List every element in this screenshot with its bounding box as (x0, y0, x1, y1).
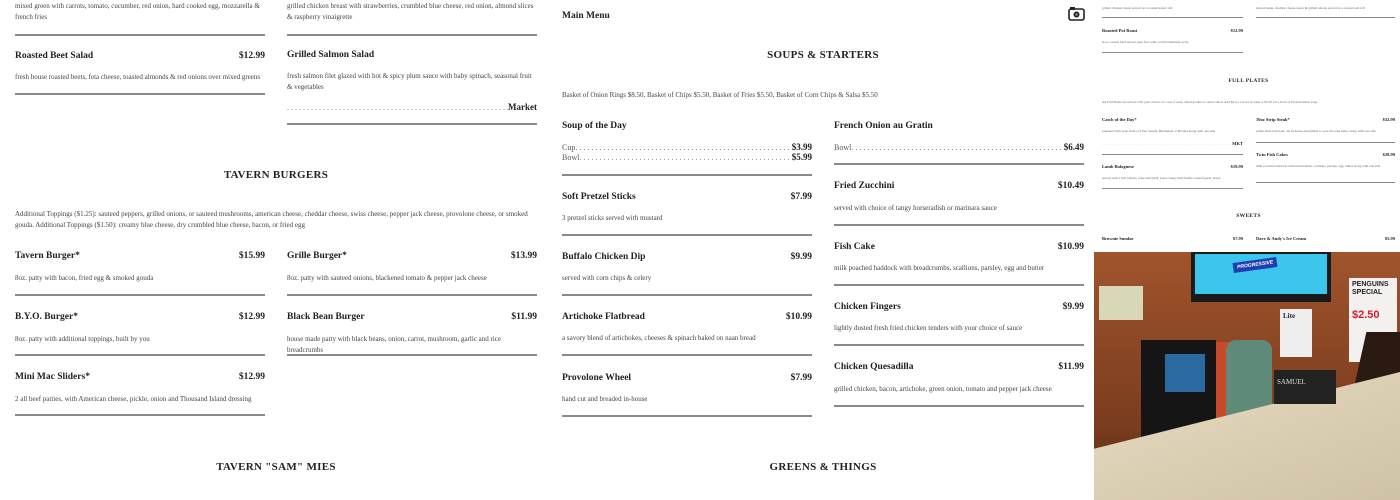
item-description: fresh house roasted beets, feta cheese, toasted almonds & red onions over mixed greens (15, 73, 261, 81)
lite-poster (1280, 309, 1312, 357)
item-name: Chicken Fingers (834, 302, 901, 312)
item-name: Dave & Andy's Ice Cream (1256, 236, 1307, 241)
item-price: $3.99 (791, 142, 812, 152)
item-price-line (1102, 141, 1243, 146)
divider (834, 284, 1084, 286)
item-description: prepared with your choice of Pan Seared, Blackened or Broiled along with one side (1102, 129, 1216, 133)
wall-sign (1099, 286, 1143, 320)
item-description: 8oz. patty with sauteed onions, blackened tomato & pepper jack cheese (287, 274, 487, 282)
section-heading: SOUPS & STARTERS (767, 49, 879, 61)
baskets-note: Basket of Onion Rings $8.50, Basket of Chips $5.50, Basket of Fries $5.50, Basket of Corn Chips & Salsa $5.50 (562, 91, 878, 99)
divider (287, 123, 537, 125)
price-line-cup (562, 142, 812, 152)
item-price: $9.99 (790, 252, 812, 262)
poster-text: Lite (1283, 312, 1296, 320)
divider (834, 405, 1084, 407)
divider (15, 93, 265, 95)
divider (1102, 188, 1243, 189)
item-name: Fried Zucchini (834, 181, 895, 191)
tv-text: PROGRESSIVE (1233, 257, 1278, 273)
divider (1256, 142, 1395, 143)
item-price: $5.99 (1384, 236, 1395, 241)
item-name: B.Y.O. Burger* (15, 312, 78, 322)
item-name: Grille Burger* (287, 251, 347, 261)
item-name: Fish Cake (834, 242, 875, 252)
divider (562, 354, 812, 356)
item-description: slow cooked beef served open face with a rich homemade gravy (1102, 40, 1189, 44)
divider (562, 174, 812, 176)
divider (287, 294, 537, 296)
item-description: lightly dusted fresh fried chicken tenders with your choice of sauce (834, 324, 1023, 332)
divider (1102, 52, 1243, 53)
item-price: $7.99 (790, 373, 812, 383)
item-price: $9.99 (1062, 302, 1084, 312)
item-description: house made patty with black beans, onion, carrot, mushroom, garlic and rice breadcrumbs (287, 335, 502, 354)
divider (834, 224, 1084, 226)
item-name: Twin Fish Cakes (1256, 152, 1288, 157)
item-name: Chicken Quesadilla (834, 362, 914, 372)
poster-price: $2.50 (1352, 309, 1380, 321)
item-price: $12.99 (238, 312, 265, 322)
divider (1256, 17, 1395, 18)
item-name: Roasted Pot Roast (1102, 28, 1138, 33)
item-description: 8oz. patty with additional toppings, built by you (15, 335, 150, 343)
page-title: Main Menu (562, 11, 610, 21)
item-price: $10.99 (1057, 242, 1084, 252)
item-name: Soft Pretzel Sticks (562, 192, 636, 202)
item-description: shaved steak, cheddar cheese sauce & grilled onions served on a toasted sub roll (1256, 6, 1365, 10)
item-price: $32.99 (1382, 117, 1395, 122)
item-name: Soup of the Day (562, 121, 627, 131)
item-price: $11.99 (511, 312, 537, 322)
divider (562, 294, 812, 296)
sign-text: SAMUEL (1277, 378, 1306, 386)
item-price: Market (508, 102, 537, 112)
item-price: $7.99 (790, 192, 812, 202)
item-name: Tavern Burger* (15, 251, 80, 261)
divider (1102, 154, 1243, 155)
divider (1102, 17, 1243, 18)
item-description: a savory blend of artichokes, cheeses & spinach baked on naan bread (562, 334, 756, 342)
machine-screen (1165, 354, 1205, 392)
item-name: French Onion au Gratin (834, 121, 933, 131)
bar-photo (1094, 252, 1400, 500)
divider (834, 344, 1084, 346)
section-heading: TAVERN "SAM" MIES (216, 461, 336, 473)
item-name: Black Bean Burger (287, 312, 365, 322)
item-description: prime short loin beef, cut in-house and grilled to your favorite temp. along with one side (1256, 129, 1376, 133)
item-description: served with a rich tomato, wine and garlic sauce along with freshly toasted garlic bread (1102, 176, 1221, 180)
sam-adams-sign (1274, 370, 1336, 404)
section-heading: SWEETS (1236, 213, 1261, 219)
item-name: 10oz Strip Steak* (1256, 117, 1290, 122)
item-description: served with corn chips & celery (562, 274, 652, 282)
item-name: Lamb Bolognese (1102, 164, 1134, 169)
price-line-bowl (834, 142, 1084, 152)
divider (15, 354, 265, 356)
divider (834, 163, 1084, 165)
item-price: $6.49 (1063, 142, 1084, 152)
divider (15, 414, 265, 416)
item-price: $15.99 (238, 251, 265, 261)
item-name: Provolone Wheel (562, 373, 632, 383)
item-description: grilled chicken breast with strawberries, crumbled blue cheese, red onion, almond slices & raspberry vinaigrette (287, 2, 534, 21)
size-label: Bowl (562, 153, 580, 162)
item-description: served with choice of tangy horseradish or marinara sauce (834, 204, 997, 212)
item-price: MKT (1232, 141, 1243, 146)
item-description: milk poached haddock with breadcrumbs, scallions, parsley, egg, butter along with one side (1256, 164, 1381, 168)
item-description: 2 all beef patties, with American cheese, pickle, onion and Thousand Island dressing (15, 395, 252, 403)
item-name: Roasted Beet Salad (15, 51, 94, 61)
section-heading: TAVERN BURGERS (223, 169, 329, 181)
price-line-bowl (562, 152, 812, 162)
item-description: hand cut and breaded in-house (562, 395, 648, 403)
divider (1256, 182, 1395, 183)
item-price: $7.99 (1232, 236, 1243, 241)
section-heading: FULL PLATES (1228, 78, 1269, 84)
item-name: Grilled Salmon Salad (287, 50, 375, 60)
divider (562, 234, 812, 236)
item-price: $28.99 (1382, 152, 1395, 157)
item-price: $10.99 (785, 312, 812, 322)
item-price: $13.99 (510, 251, 537, 261)
camera-icon[interactable] (1068, 6, 1085, 21)
divider (562, 415, 812, 417)
item-description: grilled chicken breast served on a toasted kaiser roll (1102, 6, 1173, 10)
full-plates-note: All Full Plates are served with your choice of a cup of soup, small garden or caesar salad. Add $2 for a bowl of soup or $2.50 for a bowl of French Onion soup (1102, 100, 1318, 104)
section-heading: GREENS & THINGS (769, 461, 877, 473)
toppings-note: Additional Toppings ($1.25): sauteed peppers, grilled onions, or sauteed mushrooms, american cheese, cheddar cheese, swiss cheese, pepper jack cheese, provolone cheese, or smoked gouda. Additional Toppings ($1.50): creamy blue cheese, dry crumbled blue cheese, bacon, or fried egg (15, 210, 528, 229)
size-label: Bowl (834, 143, 852, 152)
item-description: 8oz. patty with bacon, fried egg & smoked gouda (15, 274, 154, 282)
item-price: $10.49 (1057, 181, 1084, 191)
poster-text: SPECIAL (1352, 289, 1383, 296)
divider (15, 34, 265, 36)
item-price: $12.99 (1230, 28, 1243, 33)
divider (15, 294, 265, 296)
item-price: $12.99 (238, 51, 265, 61)
item-name: Artichoke Flatbread (562, 312, 645, 322)
item-description: grilled chicken, bacon, artichoke, green onion, tomato and pepper jack cheese (834, 385, 1052, 393)
item-price: $11.99 (1058, 362, 1084, 372)
item-name: Mini Mac Sliders* (15, 372, 90, 382)
size-label: Cup (562, 143, 576, 152)
item-description: milk poached haddock with breadcrumbs, scallions, parsley, egg and butter (834, 264, 1045, 272)
item-price: $5.99 (791, 152, 812, 162)
item-price: $12.99 (238, 372, 265, 382)
item-description: fresh salmon filet glazed with hot & spicy plum sauce with baby spinach, seasonal fruit & vegetables (287, 72, 532, 91)
item-name: Buffalo Chicken Dip (562, 252, 646, 262)
tv-screen (1191, 252, 1331, 302)
divider (287, 354, 537, 356)
item-description: mixed green with carrots, tomato, cucumber, red onion, hard cooked egg, mozzarella & french fries (15, 2, 260, 21)
item-name: Brownie Sundae (1102, 236, 1134, 241)
poster-text: PENGUINS (1352, 281, 1389, 288)
item-name: Catch of the Day* (1102, 117, 1137, 122)
divider (287, 34, 537, 36)
item-price: $19.99 (1230, 164, 1243, 169)
item-description: 3 pretzel sticks served with mustard (562, 214, 663, 222)
item-price-line (287, 102, 537, 112)
